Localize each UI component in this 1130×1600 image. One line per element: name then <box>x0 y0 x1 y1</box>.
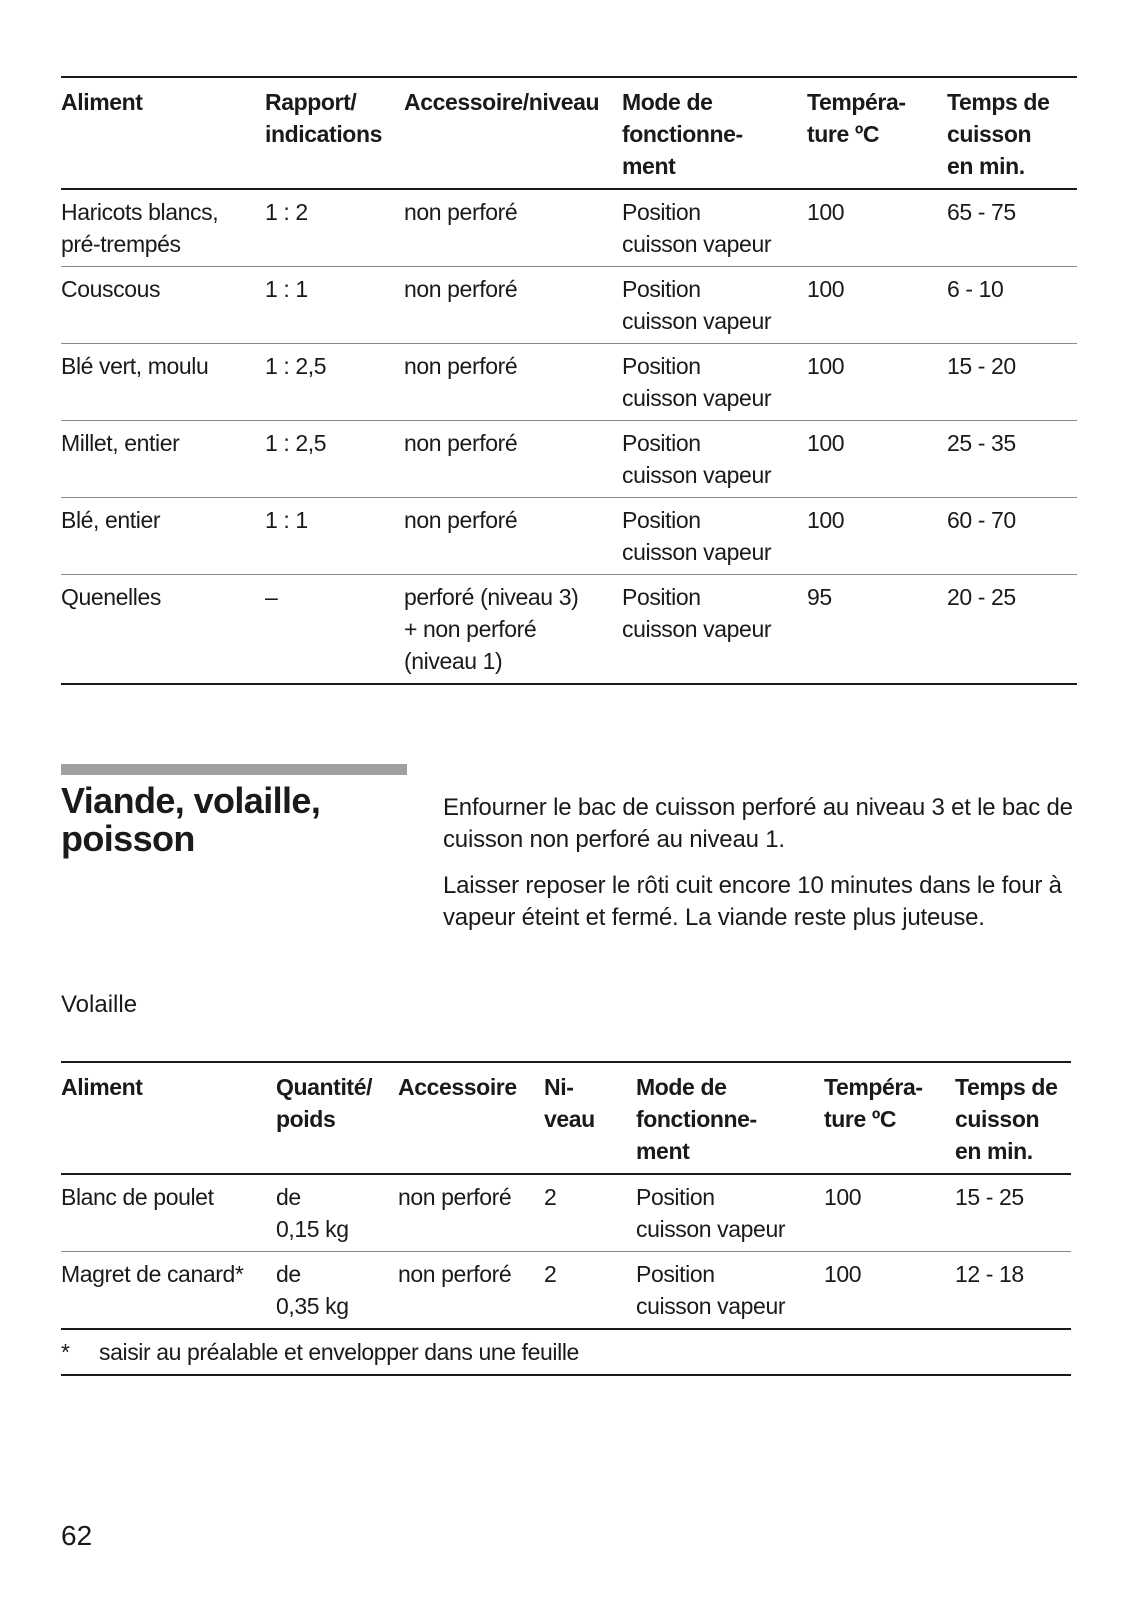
cell-mode: Position cuisson vapeur <box>622 276 772 334</box>
cell-rapport: 1 : 2,5 <box>265 353 327 379</box>
section-intro <box>443 792 1083 948</box>
cell-temperature: 100 <box>807 353 845 379</box>
cell-niveau: 2 <box>544 1261 557 1287</box>
cell-accessoire: perforé (niveau 3) + non perforé (niveau 1) <box>404 584 579 674</box>
cell-accessoire: non perforé <box>398 1184 512 1210</box>
cell-temperature: 95 <box>807 584 832 610</box>
cell-aliment: Quenelles <box>61 584 161 610</box>
cell-rapport: 1 : 2,5 <box>265 430 327 456</box>
cell-rapport: – <box>265 584 278 610</box>
cooking-table-grains <box>61 76 1077 685</box>
cell-temps: 25 - 35 <box>947 430 1016 456</box>
cell-temps: 15 - 25 <box>955 1184 1024 1210</box>
col-temps: Temps de cuisson en min. <box>955 1074 1058 1164</box>
cell-temperature: 100 <box>807 276 845 302</box>
cell-aliment: Millet, entier <box>61 430 180 456</box>
cell-temps: 60 - 70 <box>947 507 1016 533</box>
cell-niveau: 2 <box>544 1184 557 1210</box>
col-rapport: Rapport/ indications <box>265 89 383 147</box>
col-temps: Temps de cuisson en min. <box>947 89 1050 179</box>
col-aliment: Aliment <box>61 1074 143 1100</box>
cell-accessoire: non perforé <box>404 199 518 225</box>
table-row <box>61 1174 1071 1252</box>
footnote <box>61 1329 1071 1375</box>
cooking-table-poultry <box>61 1061 1071 1376</box>
footnote-text: saisir au préalable et envelopper dans une feuille <box>99 1339 579 1365</box>
col-temperature: Tempéra- ture ºC <box>807 89 906 147</box>
cell-temps: 12 - 18 <box>955 1261 1024 1287</box>
col-accessoire: Accessoire <box>398 1074 517 1100</box>
cell-accessoire: non perforé <box>404 353 518 379</box>
cell-rapport: 1 : 2 <box>265 199 308 225</box>
cell-mode: Position cuisson vapeur <box>622 353 772 411</box>
col-aliment: Aliment <box>61 89 143 115</box>
cell-temps: 15 - 20 <box>947 353 1016 379</box>
cell-accessoire: non perforé <box>398 1261 512 1287</box>
col-mode: Mode de fonctionne- ment <box>636 1074 757 1164</box>
cell-mode: Position cuisson vapeur <box>622 199 772 257</box>
intro-paragraph: Enfourner le bac de cuisson perforé au niveau 3 et le bac de cuisson non perforé au niveau 1. <box>443 794 1073 853</box>
cell-aliment: Blanc de poulet <box>61 1184 214 1210</box>
cell-mode: Position cuisson vapeur <box>636 1261 786 1319</box>
col-temperature: Tempéra- ture ºC <box>824 1074 923 1132</box>
table-row <box>61 498 1077 575</box>
table-row <box>61 1252 1071 1330</box>
col-quantite: Quantité/ poids <box>276 1074 373 1132</box>
section-title: Viande, volaille, poisson <box>61 780 321 859</box>
footnote-mark: * <box>61 1339 70 1365</box>
cell-temps: 6 - 10 <box>947 276 1004 302</box>
table-row <box>61 575 1077 685</box>
subheading-volaille: Volaille <box>61 991 138 1018</box>
table-row <box>61 344 1077 421</box>
table-header-row <box>61 1062 1071 1174</box>
cell-temperature: 100 <box>807 199 845 225</box>
col-niveau: Ni- veau <box>544 1074 595 1132</box>
intro-paragraph: Laisser reposer le rôti cuit encore 10 minutes dans le four à vapeur éteint et fermé. La viande reste plus juteuse. <box>443 872 1062 931</box>
table-row <box>61 421 1077 498</box>
cell-quantite: de 0,15 kg <box>276 1184 349 1242</box>
cell-mode: Position cuisson vapeur <box>636 1184 786 1242</box>
page-number: 62 <box>61 1520 93 1551</box>
cell-mode: Position cuisson vapeur <box>622 507 772 565</box>
cell-temperature: 100 <box>807 507 845 533</box>
cell-rapport: 1 : 1 <box>265 507 308 533</box>
cell-mode: Position cuisson vapeur <box>622 584 772 642</box>
cell-aliment: Blé, entier <box>61 507 161 533</box>
cell-quantite: de 0,35 kg <box>276 1261 349 1319</box>
cell-temperature: 100 <box>807 430 845 456</box>
cell-aliment: Haricots blancs, pré-trempés <box>61 199 219 257</box>
cell-aliment: Couscous <box>61 276 161 302</box>
cell-rapport: 1 : 1 <box>265 276 308 302</box>
cell-temperature: 100 <box>824 1261 862 1287</box>
cell-aliment: Magret de canard* <box>61 1261 244 1287</box>
cell-accessoire: non perforé <box>404 507 518 533</box>
cell-temps: 65 - 75 <box>947 199 1016 225</box>
col-accessoire: Accessoire/niveau <box>404 89 600 115</box>
cell-accessoire: non perforé <box>404 430 518 456</box>
cell-mode: Position cuisson vapeur <box>622 430 772 488</box>
col-mode: Mode de fonctionne- ment <box>622 89 743 179</box>
table-row <box>61 189 1077 267</box>
cell-temps: 20 - 25 <box>947 584 1016 610</box>
table-row <box>61 267 1077 344</box>
table-header-row <box>61 77 1077 189</box>
cell-aliment: Blé vert, moulu <box>61 353 209 379</box>
footnote-row <box>61 1329 1071 1375</box>
section-divider-bar <box>61 764 407 775</box>
cell-accessoire: non perforé <box>404 276 518 302</box>
cell-temperature: 100 <box>824 1184 862 1210</box>
